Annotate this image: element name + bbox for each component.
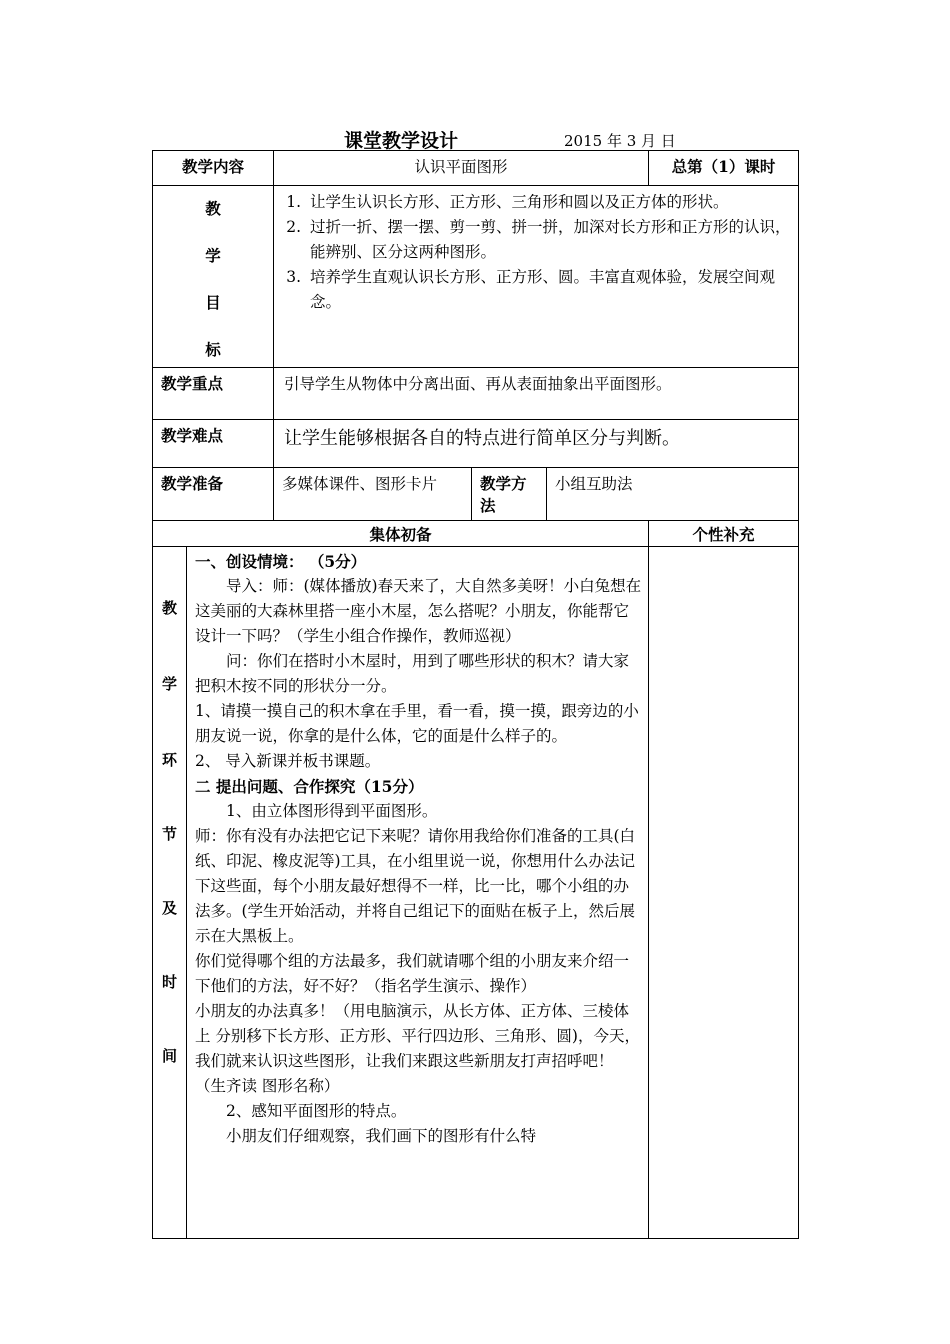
personal-header: 个性补充 [649,521,799,547]
process-paragraph: 问：你们在搭时小木屋时，用到了哪些形状的积木？请大家把积木按不同的形状分一分。 [195,652,630,695]
process-label-char: 时 [161,973,177,991]
process-label [153,547,187,1239]
title-line [152,124,798,152]
process-label-char: 学 [161,675,177,693]
process-paragraph: 一、创设情境： （5分） [195,552,367,571]
difficulty-value: 让学生能够根据各自的特点进行简单区分与判断。 [274,420,799,468]
doc-date: 2015 年 3 月 日 [564,132,676,150]
goal-item: 3. 培养学生直观认识长方形、正方形、圆。丰富直观体验，发展空间观念。 [306,265,792,315]
process-paragraph: 2、 导入新课并板书课题。 [195,752,381,770]
difficulty-label: 教学难点 [153,420,274,468]
process-label-char: 及 [161,899,177,917]
process-paragraph: 师：你有没有办法把它记下来呢？请你用我给你们准备的工具(白纸、印泥、橡皮泥等)工具，在小组里说一说，你想用什么办法记下这些面，每个小朋友最好想得不一样，比一比，哪个小组的办法多。(学生开始活动，并将自己组记下的面贴在板子上，然后展示在大黑板上。 [195,827,636,945]
process-paragraph: 导入：师：(媒体播放)春天来了，大自然多美呀！小白兔想在这美丽的大森林里搭一座小木屋，怎么搭呢？小朋友，你能帮它设计一下吗？（学生小组合作操作，教师巡视） [195,577,642,645]
method-value: 小组互助法 [547,468,799,521]
process-paragraph: 小朋友们仔细观察，我们画下的图形有什么特 [226,1127,537,1145]
goals-label-char: 教 [205,199,221,218]
prep-label: 教学准备 [153,468,274,521]
doc-title: 课堂教学设计 [344,130,459,152]
lesson-table [152,150,799,1239]
goal-item: 1. 让学生认识长方形、正方形、三角形和圆以及正方体的形状。 [306,190,792,215]
process-label-char: 教 [161,599,177,617]
process-paragraph: 二 提出问题、合作探究（15分） [195,777,424,796]
goals-label-char: 目 [205,293,221,312]
goals-list [274,186,798,319]
process-content [187,547,648,1149]
process-paragraph: 小朋友的办法真多！（用电脑演示，从长方体、正方体、三棱体上 分别移下长方形、正方形、平行四边形、三角形、圆)，今天，我们就来认识这些图形，让我们来跟这些新朋友打声招呼吧！（生齐读 图形名称） [195,1002,640,1095]
collective-header: 集体初备 [153,521,649,547]
period-label: 总第（1）课时 [649,151,799,186]
goals-label [153,186,274,368]
process-paragraph: 2、感知平面图形的特点。 [226,1102,407,1120]
process-content-cell [187,547,649,1239]
process-label-char: 节 [161,825,177,843]
focus-label: 教学重点 [153,368,274,420]
content-value: 认识平面图形 [274,151,649,186]
prep-value: 多媒体课件、图形卡片 [274,468,472,521]
process-paragraph: 1、由立体图形得到平面图形。 [226,802,438,820]
goals-list-cell [274,186,799,368]
personal-supplement-cell[interactable] [649,547,799,1239]
goal-item: 2. 过折一折、摆一摆、剪一剪、拼一拼，加深对长方形和正方形的认识，能辨别、区分这两种图形。 [306,215,792,265]
content-label: 教学内容 [153,151,274,186]
process-paragraph: 1、请摸一摸自己的积木拿在手里，看一看，摸一摸，跟旁边的小朋友说一说，你拿的是什么体，它的面是什么样子的。 [195,702,639,745]
goals-label-char: 学 [205,246,221,265]
process-label-char: 间 [161,1047,177,1065]
goals-label-char: 标 [205,340,221,359]
focus-value: 引导学生从物体中分离出面、再从表面抽象出平面图形。 [274,368,799,420]
process-paragraph: 你们觉得哪个组的方法最多，我们就请哪个组的小朋友来介绍一下他们的方法，好不好？（指名学生演示、操作） [195,952,630,995]
process-label-char: 环 [161,751,177,769]
method-label: 教学方法 [472,468,547,521]
